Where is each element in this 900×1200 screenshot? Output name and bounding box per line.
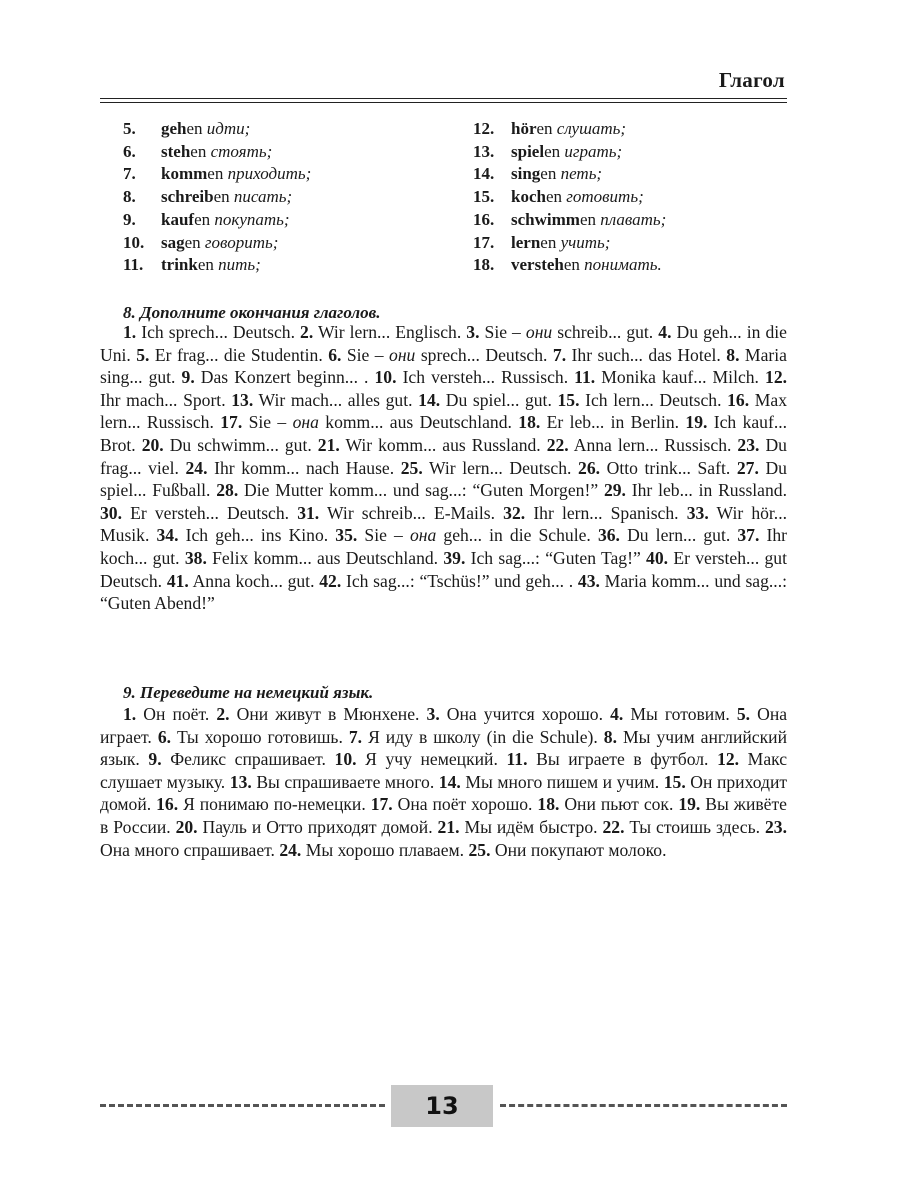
item-number: 22. [602,816,625,837]
exercise-item [610,704,730,724]
verb-ending: en [190,141,207,161]
item-text: Ich versteh... Russisch. [402,367,569,388]
item-text: Du frag... viel. [100,434,787,478]
item-text: Феликс спрашивает. [170,749,326,770]
exercise-item [158,727,343,747]
item-text: Ты стоишь здесь. [629,816,761,837]
verb-row [473,163,666,186]
exercise-item [231,390,412,410]
item-text: Я учу немецкий. [365,749,498,770]
item-number: 23. [764,816,787,837]
item-text: Они пьют сок. [564,794,674,815]
item-number: 21. [317,434,340,455]
item-text: Ihr mach... Sport. [100,389,226,410]
item-number: 19. [685,412,708,433]
verb-num: 16. [473,209,495,229]
item-number: 43. [577,570,600,591]
page-number: 13 [391,1085,493,1127]
exercise-8-text [100,321,787,615]
exercise-item [466,322,653,342]
item-text: Sie – [346,344,384,365]
verb-ending: en [194,209,211,229]
verb-stem: kauf [161,209,195,229]
exercise-item [537,794,673,814]
exercise-item [558,390,722,410]
verb-num: 11. [123,255,144,275]
item-number: 14. [418,389,441,410]
verb-stem: schreib [161,187,214,207]
exercise-item [335,525,591,545]
verb-row [123,141,311,164]
item-text: Wir hör... Musik. [100,502,788,546]
item-number: 35. [335,525,358,546]
item-text: Мы хорошо плаваем. [305,839,465,860]
verb-row [123,254,311,277]
item-number: 42. [319,570,342,591]
item-text: Я иду в школу (in die Schule). [368,726,598,747]
exercise-item [443,548,640,568]
verb-num: 5. [123,119,136,138]
verb-stem: spiel [511,141,545,161]
exercise-item [349,727,598,747]
verb-stem: schwimm [511,209,580,229]
verb-row [123,209,311,232]
item-text: Она поёт хорошо. [397,794,533,815]
verb-row [473,141,666,164]
exercise-item [167,571,315,591]
item-text: Er versteh... Deutsch. [130,502,290,523]
item-number: 16. [727,389,750,410]
verb-num: 17. [473,232,495,252]
item-number: 23. [737,434,760,455]
item-text: Она играет. [100,704,788,747]
verb-ending: en [184,232,201,252]
verb-translation: писать; [233,187,293,207]
exercise-9-body [100,703,787,861]
item-number: 27. [736,457,759,478]
item-text: Ihr such... das Hotel. [571,344,721,365]
verb-row [473,118,666,141]
item-text: Sie – [364,525,403,546]
verb-stem: sag [161,232,185,252]
verb-ending: en [213,187,230,207]
item-text: Wir mach... alles gut. [258,389,413,410]
item-text: Ich lern... Deutsch. [585,389,722,410]
item-number: 5. [736,704,751,724]
item-text: Она учится хорошо. [446,704,603,724]
exercise-item [136,345,322,365]
exercise-item [574,367,759,387]
verb-num: 18. [473,255,495,275]
item-number: 25. [468,839,491,860]
item-text: Sie – [484,322,521,342]
verb-translation: говорить; [204,232,279,252]
item-number: 15. [663,771,686,792]
verb-row [123,186,311,209]
item-text: Они покупают молоко. [494,839,667,860]
verb-ending: en [197,255,214,275]
item-text: Maria sing... gut. [100,344,787,388]
item-text: Anna koch... gut. [192,570,315,591]
verb-translation: понимать. [584,255,662,275]
verb-row [123,232,311,255]
item-number: 12. [765,367,788,388]
item-number: 17. [220,412,243,433]
verb-row [473,209,666,232]
exercise-item [148,749,325,769]
exercise-item [318,435,541,455]
item-text: Das Konzert beginn... . [200,367,369,388]
item-number: 9. [181,367,195,388]
item-text: Wir lern... Englisch. [317,322,462,342]
item-text: Wir schreib... E-Mails. [327,502,496,523]
item-number: 26. [578,457,601,478]
verb-num: 12. [473,119,495,138]
item-text: Felix komm... aus Deutschland. [212,547,439,568]
exercise-item [230,772,434,792]
exercise-item [182,367,369,387]
item-number: 29. [603,480,626,501]
item-gloss: они [525,322,553,342]
verb-ending: en [544,141,561,161]
exercise-item [553,345,721,365]
item-text: Otto trink... Saft. [606,457,731,478]
item-number: 11. [506,749,528,770]
item-text-after: geh... in die Schule. [443,525,591,546]
exercise-item [439,772,659,792]
item-number: 38. [184,547,207,568]
verb-column-left [123,118,311,277]
verb-translation: пить; [218,255,261,275]
verb-translation: идти; [206,119,251,138]
verb-ending: en [540,164,557,184]
exercise-8-body [100,321,787,615]
verb-num: 7. [123,164,136,184]
item-number: 18. [518,412,541,433]
item-text: Monika kauf... Milch. [601,367,759,388]
item-number: 12. [717,749,740,770]
verb-ending: en [186,119,203,138]
item-number: 1. [123,322,137,342]
exercise-item [142,435,312,455]
item-gloss: она [292,412,319,433]
exercise-item [375,367,569,387]
exercise-item [328,345,547,365]
item-text: Ich sag...: “Tschüs!” und geh... . [345,570,574,591]
header-rule [100,98,787,103]
verb-num: 8. [123,187,136,207]
item-number: 16. [156,794,179,815]
exercise-item [371,794,533,814]
item-text: Du schwimm... gut. [169,434,312,455]
exercise-item [602,817,760,837]
item-text: Die Mutter komm... und sag...: “Guten Morgen!” [244,480,599,501]
item-text: Er versteh... gut Deutsch. [100,547,787,591]
item-number: 37. [737,525,760,546]
item-number: 20. [141,434,164,455]
item-text: Wir komm... aus Russland. [345,434,541,455]
verb-ending: en [563,255,580,275]
item-number: 39. [443,547,466,568]
item-text: Ihr komm... nach Hause. [214,457,395,478]
exercise-item [100,503,289,523]
item-number: 6. [157,726,172,747]
verb-list [123,118,723,278]
exercise-9-title: 9. Переведите на немецкий язык. [123,683,374,702]
item-text: Пауль и Отто приходят домой. [202,816,433,837]
item-number: 40. [646,547,669,568]
verb-stem: lern [511,232,541,252]
verb-stem: steh [161,141,191,161]
exercise-item [401,458,572,478]
verb-row [123,163,311,186]
exercise-item [427,704,603,724]
item-text: Ihr lern... Spanisch. [533,502,679,523]
item-number: 36. [597,525,620,546]
item-text: Er leb... in Berlin. [546,412,680,433]
verb-num: 15. [473,187,495,207]
verb-num: 6. [123,141,136,161]
item-number: 25. [400,457,423,478]
page-footer [100,1085,787,1127]
exercise-item [598,525,730,545]
running-header-title: Глагол [718,68,785,92]
item-number: 17. [370,794,393,815]
exercise-item [176,817,433,837]
item-number: 3. [426,704,440,724]
verb-ending: en [207,164,224,184]
verb-ending: en [545,187,563,207]
item-gloss: она [409,525,437,546]
item-text: Du spiel... Fußball. [100,457,787,501]
item-text: Они живут в Мюнхене. [236,704,420,724]
exercise-item [220,412,512,432]
item-number: 1. [123,704,137,724]
verb-num: 9. [123,209,136,229]
item-text: Du lern... gut. [627,525,731,546]
item-text: Вы играете в футбол. [536,749,709,770]
exercise-item [300,322,461,342]
verb-translation: приходить; [227,164,312,184]
item-number: 21. [437,816,460,837]
verb-num: 13. [473,141,495,161]
exercise-item [216,480,598,500]
item-text: Она много спрашивает. [100,839,275,860]
item-text: Я понимаю по-немецки. [183,794,366,815]
item-number: 13. [231,389,254,410]
exercise-item [157,525,329,545]
item-text: Ich geh... ins Kino. [185,525,329,546]
item-number: 8. [603,726,617,747]
item-number: 34. [156,525,179,546]
item-text-after: komm... aus Deutschland. [325,412,512,433]
verb-translation: слушать; [556,119,627,138]
item-text: Вы живёте в России. [100,794,787,837]
item-text: Мы готовим. [630,704,730,724]
item-text: Er frag... die Studentin. [154,344,323,365]
exercise-item [216,704,419,724]
footer-dashes-right [500,1104,787,1107]
item-number: 7. [552,344,567,365]
item-text: Sie – [248,412,287,433]
verb-ending: en [579,209,596,229]
item-number: 4. [610,704,624,724]
item-text: Du geh... in die Uni. [100,322,787,365]
verb-stem: versteh [511,255,564,275]
item-text: Ihr koch... gut. [100,525,787,568]
exercise-item [604,480,787,500]
item-gloss: они [389,344,416,365]
exercise-item [123,322,295,342]
verb-row [473,232,666,255]
item-text: Мы идём быстро. [464,816,598,837]
exercise-item [319,571,573,591]
item-text: Мы много пишем и учим. [465,771,660,792]
item-text: Du spiel... gut. [445,389,552,410]
item-text: Ich sag...: “Guten Tag!” [470,547,641,568]
item-number: 18. [537,794,560,815]
verb-translation: петь; [560,164,603,184]
exercise-8-title: 8. Дополните окончания глаголов. [123,303,381,322]
item-text: Wir lern... Deutsch. [429,457,572,478]
exercise-item [156,794,366,814]
item-number: 33. [686,502,709,523]
item-number: 19. [678,794,701,815]
exercise-item [468,840,666,860]
verb-translation: играть; [564,141,623,161]
item-text: Вы спрашиваете много. [256,771,435,792]
exercise-item [547,435,732,455]
item-text: Он поёт. [143,704,210,724]
item-number: 28. [216,480,239,501]
item-number: 30. [100,502,122,523]
item-text: Ты хорошо готовишь. [177,726,343,747]
exercise-item [186,458,395,478]
exercise-item [578,458,730,478]
verb-translation: стоять; [210,141,273,161]
item-number: 8. [726,344,740,365]
verb-row [123,118,311,141]
item-number: 5. [136,344,150,365]
item-text: Max lern... Russisch. [100,389,787,433]
item-text-after: schreib... gut. [557,322,654,342]
item-number: 10. [334,749,357,770]
item-text: Он приходит домой. [100,771,788,815]
item-number: 22. [546,434,569,455]
verb-translation: покупать; [214,209,290,229]
item-number: 2. [216,704,230,724]
item-number: 24. [185,457,208,478]
item-number: 11. [574,367,596,388]
footer-dashes-left [100,1104,385,1107]
exercise-item [438,817,598,837]
item-number: 31. [297,502,320,523]
verb-ending: en [540,232,557,252]
exercise-item [297,503,495,523]
verb-row [473,186,666,209]
item-number: 13. [229,771,252,792]
item-text: Maria komm... und sag...: “Guten Abend!” [100,570,787,614]
item-number: 24. [279,839,302,860]
item-number: 41. [166,570,189,591]
exercise-item [335,749,498,769]
verb-stem: trink [161,255,198,275]
item-text: Anna lern... Russisch. [573,434,732,455]
item-text: Ihr leb... in Russland. [631,480,787,501]
item-number: 32. [503,502,526,523]
exercise-item [506,749,708,769]
item-number: 10. [374,367,397,388]
verb-translation: готовить; [566,187,644,207]
exercise-item [279,840,464,860]
item-number: 14. [438,771,461,792]
verb-num: 14. [473,164,495,184]
item-number: 4. [658,322,672,342]
verb-row [473,254,666,277]
item-number: 6. [328,344,342,365]
verb-stem: geh [161,119,187,138]
item-number: 2. [300,322,314,342]
verb-stem: sing [511,164,541,184]
item-text: Ich sprech... Deutsch. [141,322,295,342]
verb-translation: учить; [560,232,611,252]
item-number: 3. [466,322,480,342]
item-number: 7. [348,726,363,747]
item-number: 9. [148,749,162,770]
exercise-item [123,704,209,724]
item-text: Макс слушает музыку. [100,749,788,792]
item-text: Мы учим английский язык. [100,726,787,770]
item-number: 15. [557,389,580,410]
exercise-item [185,548,438,568]
verb-translation: плавать; [600,209,667,229]
item-text-after: sprech... Deutsch. [420,344,548,365]
verb-column-right [473,118,666,277]
exercise-item [418,390,552,410]
verb-num: 10. [123,232,145,252]
item-number: 20. [175,816,198,837]
verb-ending: en [536,119,553,138]
exercise-item [518,412,679,432]
item-text: Ich kauf... Brot. [100,412,788,455]
verb-stem: komm [161,164,208,184]
exercise-item [503,503,678,523]
verb-stem: koch [511,187,546,207]
verb-stem: hör [511,119,537,138]
exercise-9-text [100,703,787,861]
